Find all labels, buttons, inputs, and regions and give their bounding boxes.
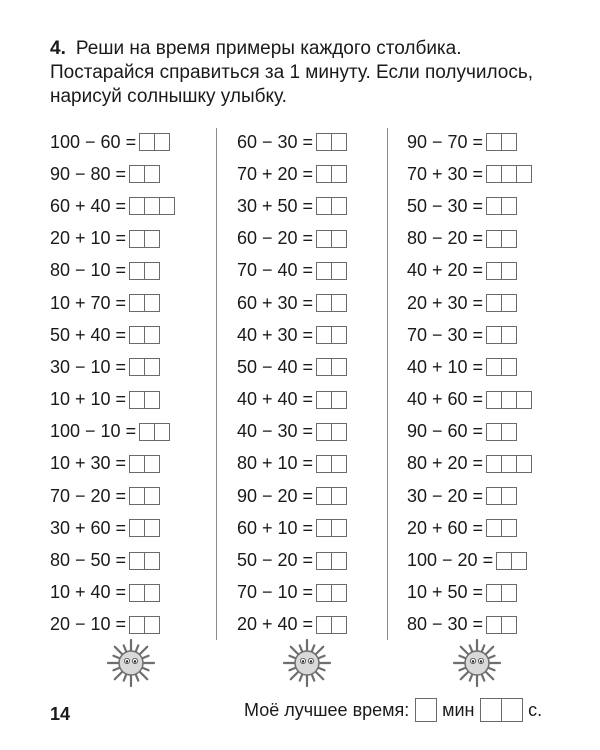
answer-boxes [316,487,346,505]
exercise-expression: 50 − 30 = [407,195,484,216]
exercise-expression: 40 + 40 = [237,389,314,410]
answer-box[interactable] [316,391,332,409]
answer-box[interactable] [486,326,502,344]
exercise-expression: 70 − 20 = [50,485,127,506]
answer-box[interactable] [144,519,160,537]
exercise-row [407,512,577,544]
answer-boxes [316,197,346,215]
answer-box[interactable] [331,358,347,376]
answer-box[interactable] [486,165,502,183]
answer-box[interactable] [501,391,517,409]
exercise-row [50,384,220,416]
answer-boxes [316,616,346,634]
answer-boxes [316,230,346,248]
exercise-expression: 20 + 30 = [407,292,484,313]
exercise-row [237,577,407,609]
answer-box[interactable] [501,519,517,537]
answer-box[interactable] [316,358,332,376]
exercise-row [407,577,577,609]
answer-box[interactable] [501,584,517,602]
answer-box[interactable] [501,326,517,344]
answer-box[interactable] [486,519,502,537]
answer-box[interactable] [331,391,347,409]
answer-boxes [316,584,346,602]
exercise-expression: 70 − 10 = [237,582,314,603]
seconds-answer-box[interactable] [501,698,523,722]
answer-boxes [316,326,346,344]
exercise-row [50,319,220,351]
exercise-row [407,126,577,158]
exercise-expression: 10 + 70 = [50,292,127,313]
answer-box[interactable] [316,230,332,248]
exercise-row [407,609,577,641]
page-number: 14 [50,704,71,724]
exercise-expression: 40 − 30 = [237,421,314,442]
answer-box[interactable] [331,294,347,312]
sun-icon[interactable] [106,638,156,688]
exercise-row [50,190,220,222]
answer-box[interactable] [331,326,347,344]
exercise-row [407,190,577,222]
exercise-expression: 10 + 50 = [407,582,484,603]
answer-box[interactable] [331,230,347,248]
answer-boxes [129,519,159,537]
answer-box[interactable] [501,165,517,183]
exercise-expression: 60 + 40 = [50,195,127,216]
answer-boxes [486,133,516,151]
answer-boxes [316,423,346,441]
exercise-row [237,126,407,158]
answer-boxes [486,358,516,376]
answer-boxes [486,391,530,409]
answer-box[interactable] [139,133,155,151]
minutes-answer-box[interactable] [415,698,437,722]
answer-box[interactable] [316,552,332,570]
answer-box[interactable] [129,519,145,537]
answer-box[interactable] [129,294,145,312]
exercise-column-3 [407,126,577,641]
answer-box[interactable] [144,358,160,376]
answer-boxes [486,519,516,537]
answer-box[interactable] [144,616,160,634]
exercise-expression: 40 + 60 = [407,389,484,410]
minutes-label: мин [442,699,475,720]
exercise-row [237,512,407,544]
exercise-expression: 40 + 30 = [237,324,314,345]
answer-box[interactable] [331,616,347,634]
exercise-expression: 70 − 40 = [237,260,314,281]
exercise-row [50,448,220,480]
answer-box[interactable] [316,262,332,280]
exercise-expression: 90 − 20 = [237,485,314,506]
answer-box[interactable] [144,584,160,602]
exercise-expression: 30 − 20 = [407,485,484,506]
answer-box[interactable] [144,391,160,409]
answer-box[interactable] [316,197,332,215]
exercise-expression: 60 + 10 = [237,517,314,538]
exercise-row [237,158,407,190]
exercise-row [50,158,220,190]
task-text: Реши на время примеры каждого столбика. Постарайся справиться за 1 минуту. Если получилось, нарисуй солнышку улыбку. [50,38,534,107]
column-divider [387,128,388,640]
answer-box[interactable] [516,455,532,473]
exercise-row [407,223,577,255]
answer-box[interactable] [331,165,347,183]
answer-boxes [316,294,346,312]
answer-box[interactable] [159,197,175,215]
answer-box[interactable] [331,519,347,537]
answer-box[interactable] [501,294,517,312]
exercise-row [50,480,220,512]
answer-boxes [316,455,346,473]
exercise-row [237,319,407,351]
exercise-row [50,512,220,544]
exercise-expression: 80 − 20 = [407,228,484,249]
answer-boxes [129,294,159,312]
exercise-expression: 90 − 70 = [407,131,484,152]
answer-boxes [129,552,159,570]
exercise-expression: 70 − 30 = [407,324,484,345]
exercise-expression: 60 − 30 = [237,131,314,152]
answer-box[interactable] [486,391,502,409]
answer-boxes [129,197,173,215]
exercise-row [237,190,407,222]
answer-box[interactable] [316,519,332,537]
task-number: 4. [50,38,66,59]
seconds-answer-box[interactable] [480,698,502,722]
exercise-row [237,480,407,512]
answer-boxes [316,165,346,183]
answer-box[interactable] [144,230,160,248]
answer-box[interactable] [154,423,170,441]
exercise-row [237,223,407,255]
exercise-row [407,416,577,448]
answer-box[interactable] [316,133,332,151]
exercise-row [50,609,220,641]
exercise-row [50,577,220,609]
answer-box[interactable] [516,165,532,183]
answer-box[interactable] [486,423,502,441]
exercise-expression: 50 − 20 = [237,550,314,571]
exercise-row [50,255,220,287]
exercise-row [407,255,577,287]
exercise-row [407,319,577,351]
answer-box[interactable] [129,584,145,602]
answer-box[interactable] [501,230,517,248]
answer-box[interactable] [511,552,527,570]
exercise-expression: 90 − 80 = [50,163,127,184]
answer-boxes [486,197,516,215]
answer-box[interactable] [486,197,502,215]
exercise-expression: 60 + 30 = [237,292,314,313]
answer-box[interactable] [486,294,502,312]
exercise-row [407,544,577,576]
answer-boxes [486,230,516,248]
answer-boxes [316,262,346,280]
answer-boxes [486,326,516,344]
answer-box[interactable] [129,262,145,280]
exercise-row [50,223,220,255]
answer-box[interactable] [486,616,502,634]
exercise-expression: 100 − 60 = [50,131,137,152]
exercise-expression: 30 − 10 = [50,356,127,377]
answer-box[interactable] [501,616,517,634]
answer-boxes [129,165,159,183]
answer-box[interactable] [316,165,332,183]
sun-icon[interactable] [452,638,502,688]
answer-box[interactable] [316,326,332,344]
exercise-expression: 80 + 10 = [237,453,314,474]
answer-boxes [129,584,159,602]
exercise-expression: 20 − 10 = [50,614,127,635]
answer-boxes [139,133,169,151]
answer-box[interactable] [129,552,145,570]
exercise-expression: 10 + 40 = [50,582,127,603]
exercise-expression: 20 + 40 = [237,614,314,635]
exercise-column-1 [50,126,220,641]
exercise-expression: 40 + 20 = [407,260,484,281]
answer-box[interactable] [501,423,517,441]
answer-box[interactable] [486,262,502,280]
answer-boxes [486,165,530,183]
answer-box[interactable] [486,358,502,376]
answer-box[interactable] [486,133,502,151]
answer-box[interactable] [154,133,170,151]
answer-box[interactable] [144,197,160,215]
exercise-expression: 20 + 10 = [50,228,127,249]
answer-boxes [316,552,346,570]
answer-box[interactable] [486,455,502,473]
answer-box[interactable] [144,294,160,312]
sun-icon[interactable] [282,638,332,688]
column-divider [216,128,217,640]
answer-box[interactable] [129,487,145,505]
answer-boxes [129,616,159,634]
exercise-row [407,448,577,480]
answer-boxes [316,519,346,537]
answer-box[interactable] [144,455,160,473]
answer-box[interactable] [501,455,517,473]
exercise-expression: 70 + 20 = [237,163,314,184]
answer-box[interactable] [501,487,517,505]
answer-boxes [129,487,159,505]
answer-box[interactable] [139,423,155,441]
exercise-row [50,351,220,383]
exercise-row [237,287,407,319]
exercise-expression: 80 − 30 = [407,614,484,635]
exercise-row [237,544,407,576]
answer-boxes [129,358,159,376]
exercise-expression: 50 + 40 = [50,324,127,345]
answer-boxes [316,391,346,409]
exercise-expression: 80 − 50 = [50,550,127,571]
exercise-expression: 70 + 30 = [407,163,484,184]
answer-box[interactable] [129,455,145,473]
answer-box[interactable] [316,616,332,634]
answer-boxes [486,262,516,280]
answer-box[interactable] [486,584,502,602]
exercise-expression: 30 + 60 = [50,517,127,538]
answer-box[interactable] [144,262,160,280]
answer-box[interactable] [486,230,502,248]
answer-boxes [139,423,169,441]
answer-boxes [316,133,346,151]
answer-box[interactable] [129,391,145,409]
exercise-row [407,287,577,319]
answer-box[interactable] [331,262,347,280]
answer-box[interactable] [331,487,347,505]
answer-box[interactable] [331,197,347,215]
answer-box[interactable] [331,584,347,602]
exercise-column-2 [237,126,407,641]
answer-boxes [486,487,516,505]
answer-boxes [129,326,159,344]
answer-box[interactable] [501,197,517,215]
answer-box[interactable] [331,133,347,151]
answer-box[interactable] [129,230,145,248]
answer-box[interactable] [331,423,347,441]
answer-box[interactable] [331,552,347,570]
exercise-expression: 10 + 10 = [50,389,127,410]
exercise-expression: 40 + 10 = [407,356,484,377]
exercise-row [407,384,577,416]
answer-boxes [129,391,159,409]
answer-boxes [486,294,516,312]
answer-box[interactable] [144,165,160,183]
exercise-expression: 80 − 10 = [50,260,127,281]
answer-box[interactable] [516,391,532,409]
seconds-label: с. [528,699,543,720]
answer-boxes [486,584,516,602]
answer-boxes [486,423,516,441]
best-time [244,698,542,722]
answer-box[interactable] [144,326,160,344]
exercise-row [407,351,577,383]
answer-boxes [129,455,159,473]
answer-box[interactable] [129,165,145,183]
exercise-row [237,384,407,416]
answer-box[interactable] [501,358,517,376]
exercise-row [50,126,220,158]
exercise-row [237,351,407,383]
answer-box[interactable] [316,294,332,312]
exercise-row [50,544,220,576]
exercise-expression: 90 − 60 = [407,421,484,442]
answer-box[interactable] [486,487,502,505]
answer-box[interactable] [129,197,145,215]
answer-boxes [496,552,526,570]
answer-box[interactable] [501,262,517,280]
exercise-expression: 80 + 20 = [407,453,484,474]
answer-box[interactable] [129,326,145,344]
exercise-expression: 20 + 60 = [407,517,484,538]
exercise-expression: 100 − 10 = [50,421,137,442]
exercise-row [237,416,407,448]
answer-box[interactable] [316,487,332,505]
answer-box[interactable] [316,455,332,473]
answer-box[interactable] [496,552,512,570]
task-instructions [50,37,570,109]
exercise-row [237,448,407,480]
answer-box[interactable] [316,423,332,441]
answer-box[interactable] [331,455,347,473]
exercise-expression: 60 − 20 = [237,228,314,249]
exercise-expression: 10 + 30 = [50,453,127,474]
exercise-expression: 50 − 40 = [237,356,314,377]
exercise-row [237,255,407,287]
exercise-row [50,416,220,448]
answer-box[interactable] [501,133,517,151]
best-time-label: Моё лучшее время: [244,699,410,720]
answer-box[interactable] [144,552,160,570]
exercise-row [407,480,577,512]
exercise-expression: 100 − 20 = [407,550,494,571]
answer-box[interactable] [129,616,145,634]
exercise-expression: 30 + 50 = [237,195,314,216]
answer-boxes [486,455,530,473]
answer-box[interactable] [129,358,145,376]
answer-box[interactable] [144,487,160,505]
exercise-row [407,158,577,190]
exercise-row [50,287,220,319]
answer-boxes [486,616,516,634]
exercise-row [237,609,407,641]
answer-boxes [129,230,159,248]
answer-box[interactable] [316,584,332,602]
answer-boxes [129,262,159,280]
answer-boxes [316,358,346,376]
